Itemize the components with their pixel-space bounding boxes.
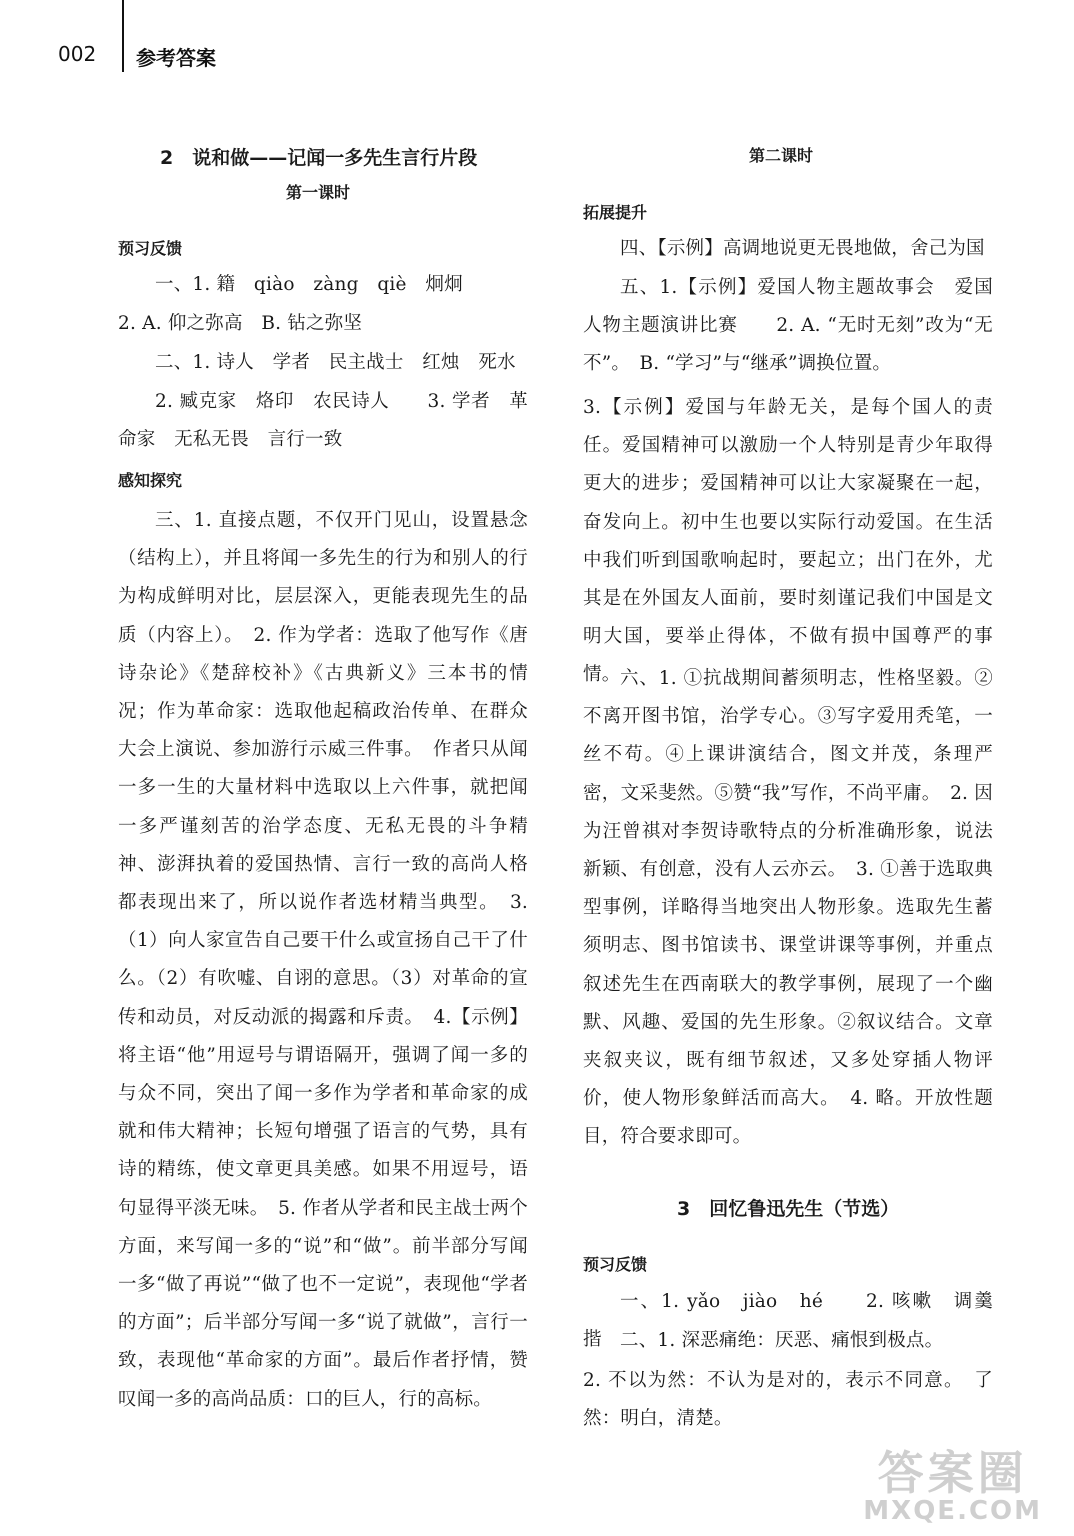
answer-paragraph: 二、1. 深恶痛绝：厌恶、痛恨到极点。 [620, 1330, 944, 1351]
answer-paragraph: 五、1.【示例】爱国人物主题故事会 爱国人物主题演讲比赛 2. A. “无时无刻”改为“无不”。 B. “学习”与“继承”调换位置。 [583, 277, 993, 375]
header-title: 参考答案 [136, 46, 216, 70]
section-title: 预习反馈 [583, 1255, 648, 1274]
answer-paragraph: 六、1. ①抗战期间蓄须明志，性格坚毅。②不离开图书馆，治学专心。③写字爱用秃笔，一丝不苟。④上课讲演结合，图文并茂，条理严密，文采斐然。⑤赞“我”写作，不尚平庸。 2. 因为汪曾祺对李贺诗歌特点的分析准确形象，说法新颖、有创意，没有人云亦云。 3. ①善于选取典型事例，详略得当地突出人物形象。选取先生蓄须明志、图书馆读书、课堂讲课等事例，并重点叙述先生在西南联大的教学事例，展现了一个幽默、风趣、爱国的先生形象。②叙议结合。文章夹叙夹议，既有细节叙述，又多处穿插人物评价，使人物形象鲜活而高大。 4. 略。开放性题目，符合要求即可。 [583, 668, 993, 1148]
answer-paragraph: 一、1. yǎo jiào hé 2. 咳嗽 调羹 揩 [583, 1291, 1012, 1351]
answer-paragraph: 二、1. 诗人 学者 民主战士 红烛 死水 [155, 352, 516, 373]
header-divider [122, 0, 124, 72]
section-title: 预习反馈 [118, 239, 183, 258]
answer-paragraph: 3.【示例】爱国与年龄无关，是每个国人的责任。爱国精神可以激励一个人特别是青少年取得更大的进步；爱国精神可以让大家凝聚在一起，奋发向上。初中生也要以实际行动爱国。在生活中我们听到国歌响起时，要起立；出门在外，尤其是在外国友人面前，要时刻谨记我们中国是文明大国，要举止得体，不做有损中国尊严的事情。 [583, 397, 993, 686]
answer-paragraph: 四、【示例】高调地说更无畏地做，舍己为国 [620, 238, 985, 259]
watermark-logo [863, 1446, 1042, 1526]
lesson-title: 2 说和做——记闻一多先生言行片段 [160, 147, 478, 169]
watermark-url: MXQE.COM [863, 1496, 1042, 1526]
lesson-title: 3 回忆鲁迅先生（节选） [677, 1198, 900, 1220]
answer-paragraph: 2. 不以为然：不认为是对的，表示不同意。 了然：明白，清楚。 [583, 1370, 993, 1430]
section-title: 感知探究 [118, 471, 183, 490]
answer-paragraph: 一、1. 籍 qiào zàng qiè 炯炯 [155, 274, 463, 295]
answer-paragraph: 2. 臧克家 烙印 农民诗人 3. 学者 革命家 无私无畏 言行一致 [118, 391, 528, 451]
period-title: 第一课时 [286, 183, 351, 202]
answer-paragraph: 2. A. 仰之弥高 B. 钻之弥坚 [118, 313, 363, 334]
period-title: 第二课时 [749, 146, 814, 165]
page-header [0, 0, 1074, 80]
answer-paragraph: 三、1. 直接点题，不仅开门见山，设置悬念（结构上），并且将闻一多先生的行为和别人的行为构成鲜明对比，层层深入，更能表现先生的品质（内容上）。 2. 作为学者：选取了他写作《唐诗杂论》《楚辞校补》《古典新义》三本书的情况；作为革命家：选取他起稿政治传单、在群众大会上演说、参加游行示威三件事。 作者只从闻一多一生的大量材料中选取以上六件事，就把闻一多严谨刻苦的治学态度、无私无畏的斗争精神、澎湃执着的爱国热情、言行一致的高尚人格都表现出来了，所以说作者选材精当典型。 3.（1）向人家宣告自己要干什么或宣扬自己干了什么。（2）有吹嘘、自诩的意思。（3）对革命的宣传和动员，对反动派的揭露和斥责。 4.【示例】将主语“他”用逗号与谓语隔开，强调了闻一多的与众不同，突出了闻一多作为学者和革命家的成就和伟大精神；长短句增强了语言的气势，具有诗的精练，使文章更具美感。如果不用逗号，语句显得平淡无味。 5. 作者从学者和民主战士两个方面，来写闻一多的“说”和“做”。前半部分写闻一多“做了再说”“做了也不一定说”，表现他“学者的方面”；后半部分写闻一多“说了就做”，言行一致，表现他“革命家的方面”。最后作者抒情，赞叹闻一多的高尚品质：口的巨人，行的高标。 [118, 510, 528, 1410]
page-number: 002 [58, 42, 97, 66]
watermark-text: 答案圈 [877, 1446, 1028, 1500]
section-title: 拓展提升 [583, 203, 648, 222]
